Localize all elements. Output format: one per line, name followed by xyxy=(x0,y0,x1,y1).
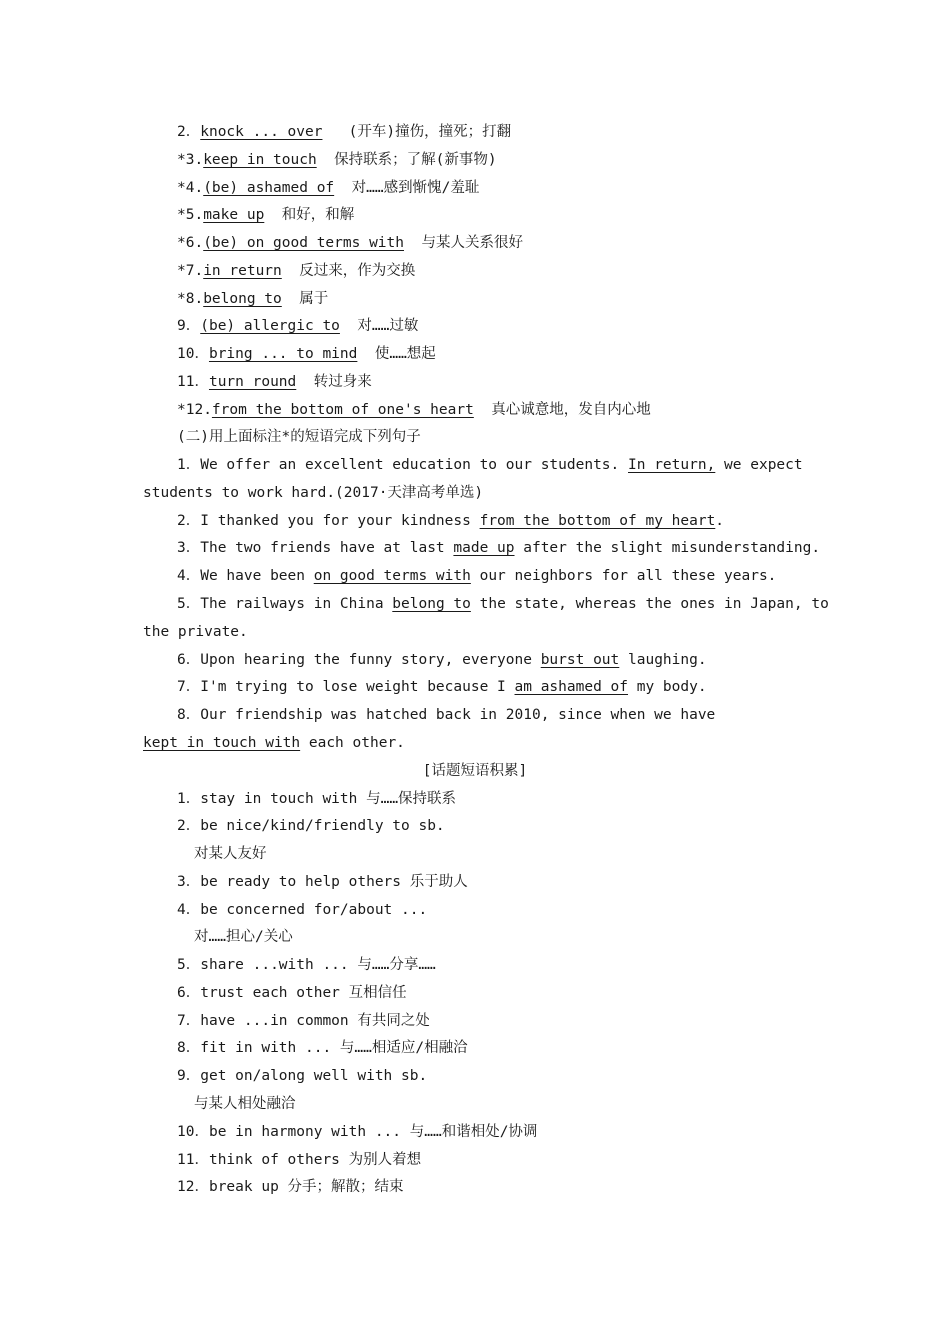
phrase-meaning: 保持联系；了解(新事物) xyxy=(334,152,497,168)
phrase-meaning: 和好，和解 xyxy=(281,207,355,223)
sentence-text: 1．We offer an excellent education to our students. xyxy=(177,457,628,473)
sentence-item xyxy=(177,508,950,535)
phrase-number: *6. xyxy=(177,235,204,251)
sentence-text: we expect xyxy=(715,457,803,473)
phrase-text: (be) on good terms with xyxy=(203,235,404,251)
phrase-text: bring ... to mind xyxy=(208,346,358,362)
topic-item-meaning: 与某人相处融洽 xyxy=(194,1096,296,1112)
phrase-number: *12. xyxy=(177,402,212,418)
phrase-meaning: 对……过敏 xyxy=(357,318,419,334)
topic-item: 3．be ready to help others 乐于助人 xyxy=(177,874,468,890)
phrase-text: belong to xyxy=(203,291,282,307)
sentence-text: 4．We have been xyxy=(177,568,314,584)
sentence-item xyxy=(177,674,950,701)
sentence-answer: made up xyxy=(453,540,515,556)
phrase-number: *5. xyxy=(177,207,204,223)
topic-item: 2．be nice/kind/friendly to sb. xyxy=(177,818,445,834)
phrase-text: make up xyxy=(203,207,265,223)
sentence-item xyxy=(177,563,950,590)
sentence-answer: from the bottom of my heart xyxy=(479,513,716,529)
phrase-text: knock ... over xyxy=(200,124,323,140)
sentence-text: 8．Our friendship was hatched back in 2010, since when we have xyxy=(177,707,716,723)
phrase-item xyxy=(177,202,950,229)
topic-item: 5．share ...with ... 与……分享…… xyxy=(177,957,436,973)
sentence-answer: belong to xyxy=(392,596,471,612)
phrase-text: turn round xyxy=(208,374,297,390)
sentence-text: 5．The railways in China xyxy=(177,596,393,612)
sentence-text: 2．I thanked you for your kindness xyxy=(177,513,480,529)
section-heading-text: (二)用上面标注*的短语完成下列句子 xyxy=(177,429,421,445)
phrase-text: keep in touch xyxy=(203,152,317,168)
sentence-continuation xyxy=(143,619,950,646)
phrase-item xyxy=(177,258,950,285)
phrase-number: *4. xyxy=(177,180,204,196)
sentence-text: our neighbors for all these years. xyxy=(470,568,777,584)
phrase-number: *3. xyxy=(177,152,204,168)
sentence-continuation xyxy=(143,480,950,507)
phrase-number: 11． xyxy=(177,374,209,390)
topic-item: 6．trust each other 互相信任 xyxy=(177,985,407,1001)
sentence-text: students to work hard.(2017·天津高考单选) xyxy=(143,485,484,501)
phrase-item xyxy=(177,341,950,368)
sentence-answer: kept in touch with xyxy=(143,735,301,751)
phrase-meaning: 真心诚意地，发自内心地 xyxy=(491,402,651,418)
sentence-text: laughing. xyxy=(619,652,707,668)
sentence-item xyxy=(177,535,950,562)
phrase-item xyxy=(177,286,950,313)
sentence-text: 7．I'm trying to lose weight because I xyxy=(177,679,515,695)
sentence-text: the private. xyxy=(143,624,248,640)
topic-item-meaning: 对……担心/关心 xyxy=(194,929,293,945)
topic-item: 12．break up 分手；解散；结束 xyxy=(177,1179,404,1195)
phrase-item xyxy=(177,119,950,146)
sentence-text: . xyxy=(715,513,725,529)
sentence-item xyxy=(177,591,950,618)
phrase-item xyxy=(177,313,950,340)
phrase-number: 9． xyxy=(177,318,201,334)
phrase-number: 2． xyxy=(177,124,201,140)
topic-item: 11．think of others 为别人着想 xyxy=(177,1152,422,1168)
phrase-item xyxy=(177,397,950,424)
sentence-text: my body. xyxy=(628,679,707,695)
phrase-number: 10． xyxy=(177,346,209,362)
topic-item: 8．fit in with ... 与……相适应/相融洽 xyxy=(177,1040,468,1056)
topic-heading-text: [话题短语积累] xyxy=(422,763,528,779)
phrase-meaning: 对……感到惭愧/羞耻 xyxy=(351,180,480,196)
phrase-text: (be) ashamed of xyxy=(203,180,335,196)
sentence-item xyxy=(177,647,950,674)
sentence-answer: on good terms with xyxy=(313,568,471,584)
sentence-text: after the slight misunderstanding. xyxy=(514,540,821,556)
topic-item-meaning: 对某人友好 xyxy=(194,846,267,862)
phrase-text: from the bottom of one's heart xyxy=(211,402,474,418)
topic-heading xyxy=(0,758,950,785)
sentence-continuation xyxy=(143,730,950,757)
topic-item: 1．stay in touch with 与……保持联系 xyxy=(177,791,457,807)
topic-item: 7．have ...in common 有共同之处 xyxy=(177,1013,430,1029)
sentence-answer: am ashamed of xyxy=(514,679,629,695)
sentence-text: 3．The two friends have at last xyxy=(177,540,454,556)
sentence-answer: burst out xyxy=(540,652,620,668)
phrase-meaning: 属于 xyxy=(299,291,329,307)
phrase-meaning: 转过身来 xyxy=(313,374,372,390)
topic-item: 10．be in harmony with ... 与……和谐相处/协调 xyxy=(177,1124,538,1140)
phrase-text: (be) allergic to xyxy=(200,318,340,334)
phrase-number: *8. xyxy=(177,291,204,307)
phrase-meaning: 反过来，作为交换 xyxy=(299,263,416,279)
phrase-number: *7. xyxy=(177,263,204,279)
topic-item: 9．get on/along well with sb. xyxy=(177,1068,428,1084)
phrase-text: in return xyxy=(203,263,282,279)
sentence-answer: In return, xyxy=(628,457,716,473)
phrase-meaning: (开车)撞伤，撞死；打翻 xyxy=(331,124,512,140)
phrase-item xyxy=(177,147,950,174)
sentence-item xyxy=(177,702,950,729)
sentence-text: each other. xyxy=(300,735,405,751)
phrase-item xyxy=(177,175,950,202)
phrase-item xyxy=(177,230,950,257)
phrase-item xyxy=(177,369,950,396)
phrase-meaning: 与某人关系很好 xyxy=(421,235,523,251)
topic-item: 4．be concerned for/about ... xyxy=(177,902,428,918)
phrase-meaning: 使……想起 xyxy=(374,346,436,362)
sentence-text: the state, whereas the ones in Japan, to xyxy=(470,596,829,612)
sentence-item xyxy=(177,452,950,479)
sentence-text: 6．Upon hearing the funny story, everyone xyxy=(177,652,541,668)
section-heading xyxy=(177,424,950,451)
